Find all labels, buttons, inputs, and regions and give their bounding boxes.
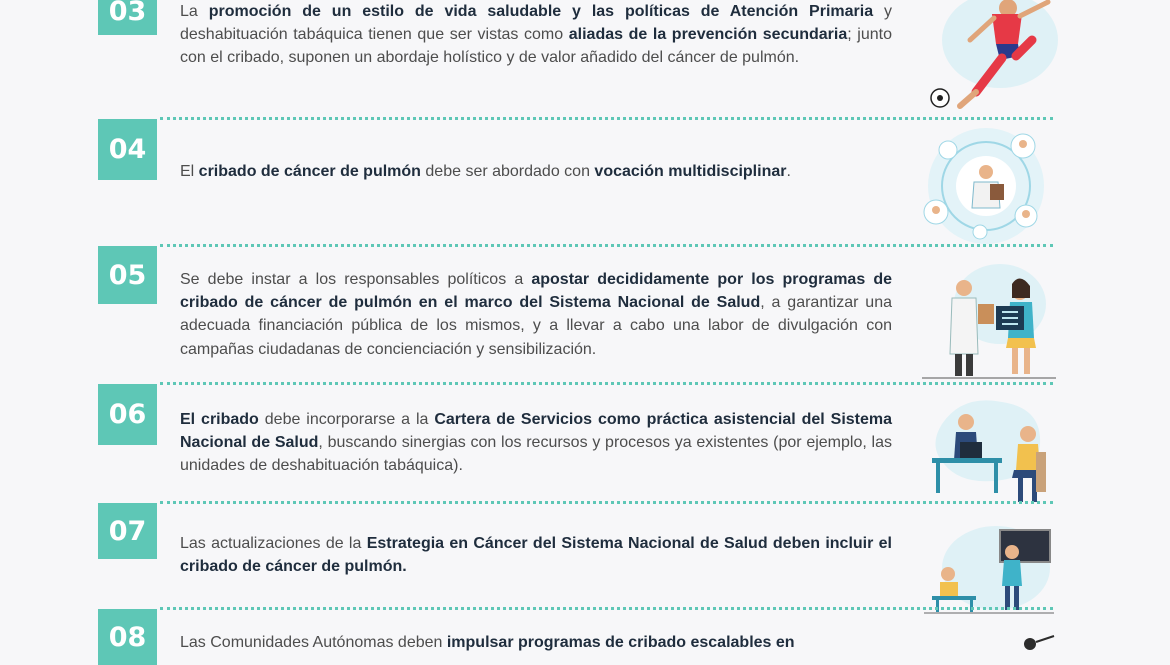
soccer-player-illustration — [920, 0, 1060, 112]
item-number-badge: 05 — [98, 246, 157, 304]
item-text — [180, 631, 892, 654]
text-run: debe incorporarse a la — [258, 411, 435, 428]
text-run: Las Comunidades Autónomas deben — [180, 634, 447, 651]
item-number-badge: 03 — [98, 0, 157, 35]
text-run: , a garantizar una adecuada financiación pública de los mismos, y a llevar a cabo una labor de divulgación con campañas ciudadanas de concienciación y sensibilización. — [180, 294, 892, 358]
text-emphasis: vocación multidisciplinar — [594, 163, 787, 180]
text-emphasis: El cribado — [180, 411, 259, 428]
text-run: La — [180, 3, 209, 20]
item-number-badge: 08 — [98, 609, 157, 665]
item-text — [180, 0, 892, 70]
text-emphasis: cribado de cáncer de pulmón — [198, 163, 421, 180]
text-emphasis: impulsar programas de cribado escalables en — [446, 634, 795, 651]
item-text — [180, 532, 892, 578]
text-run: Las actualizaciones de la — [180, 535, 367, 552]
text-emphasis: Cartera de Servicios como práctica asistencial del Sistema Nacional de Salud — [180, 411, 893, 452]
item-text — [180, 408, 892, 478]
section-divider — [160, 117, 1053, 120]
consultation-illustration — [922, 394, 1056, 506]
text-emphasis: apostar decididamente por los programas de cribado de cáncer de pulmón en el marco del Sistema Nacional de Salud — [180, 271, 893, 312]
text-run: , buscando sinergias con los recursos y procesos ya existentes (por ejemplo, las unidades de deshabituación tabáquica). — [180, 434, 892, 475]
text-run: ; junto con el cribado, suponen un abordaje holístico y de valor añadido del cáncer de pulmón. — [180, 26, 893, 67]
section-divider — [160, 382, 1053, 385]
text-emphasis: Estrategia en Cáncer del Sistema Nacional de Salud deben incluir el cribado de cáncer de pulmón. — [180, 535, 892, 576]
text-run: El — [180, 163, 199, 180]
item-number-badge: 06 — [98, 384, 157, 445]
item-text — [180, 268, 892, 361]
doctor-xray-illustration — [922, 258, 1056, 382]
partial-illustration — [1010, 632, 1060, 650]
text-run: y deshabituación tabáquica tienen que ser vistas como — [180, 3, 892, 44]
item-number-badge: 07 — [98, 503, 157, 559]
text-run: Se debe instar a los responsables políticos a — [180, 271, 532, 288]
text-emphasis: promoción de un estilo de vida saludable y las políticas de Atención Primaria — [208, 3, 874, 20]
section-divider — [160, 501, 1053, 504]
item-text — [180, 160, 892, 183]
presentation-illustration — [924, 516, 1054, 616]
section-divider — [160, 244, 1053, 247]
text-emphasis: aliadas de la prevención secundaria — [568, 26, 848, 44]
text-run: . — [786, 163, 791, 180]
text-run: debe ser abordado con — [420, 163, 595, 180]
section-divider — [160, 607, 1053, 610]
medical-team-network-illustration — [918, 124, 1058, 248]
item-number-badge: 04 — [98, 119, 157, 180]
